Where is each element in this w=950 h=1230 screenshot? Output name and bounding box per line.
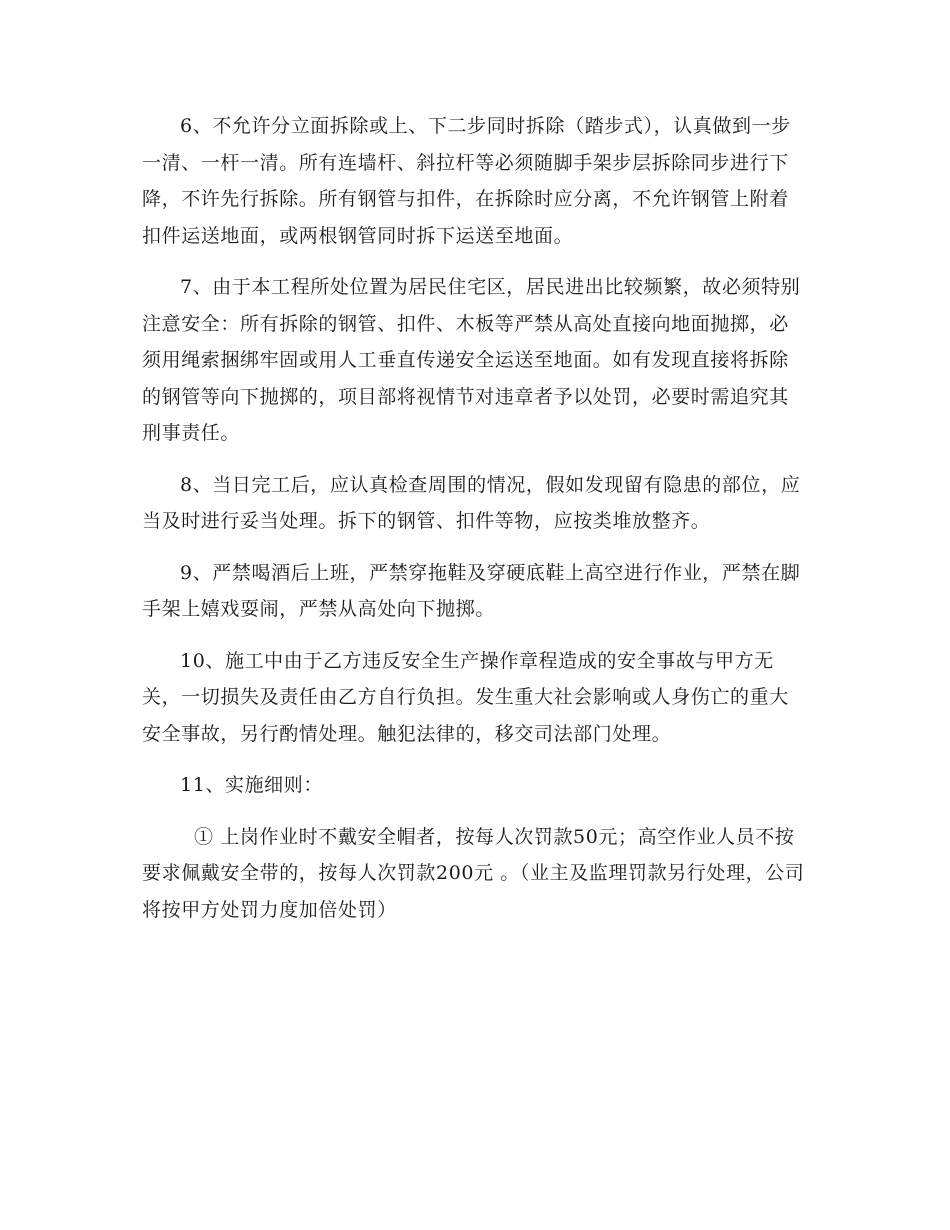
paragraph-item-7: 7、由于本工程所处位置为居民住宅区，居民进出比较频繁，故必须特别注意安全：所有拆除的钢管、扣件、木板等严禁从高处直接向地面抛掷，必须用绳索捆绑牢固或用人工垂直传递安全运送至地面。如有发现直接将拆除的钢管等向下抛掷的，项目部将视情节对违章者予以处罚，必要时需追究其刑事责任。: [142, 276, 801, 444]
paragraph-item-10: 10、施工中由于乙方违反安全生产操作章程造成的安全事故与甲方无关，一切损失及责任由乙方自行负担。发生重大社会影响或人身伤亡的重大安全事故，另行酌情处理。触犯法律的，移交司法部门处理。: [142, 649, 789, 745]
paragraph-item-9: 9、严禁喝酒后上班，严禁穿拖鞋及穿硬底鞋上高空进行作业，严禁在脚手架上嬉戏耍闹，严禁从高处向下抛掷。: [142, 561, 801, 620]
document-body: [142, 108, 807, 943]
paragraph-item-11-rule-1: ① 上岗作业时不戴安全帽者，按每人次罚款50元；高空作业人员不按要求佩戴安全带的，按每人次罚款200元 。（业主及监理罚款另行处理，公司将按甲方处罚力度加倍处罚）: [142, 825, 805, 921]
paragraph-item-8: 8、当日完工后，应认真检查周围的情况，假如发现留有隐患的部位，应当及时进行妥当处理。拆下的钢管、扣件等物，应按类堆放整齐。: [142, 473, 801, 532]
paragraph-item-6: 6、不允许分立面拆除或上、下二步同时拆除（踏步式），认真做到一步一清、一杆一清。所有连墙杆、斜拉杆等必须随脚手架步层拆除同步进行下降，不许先行拆除。所有钢管与扣件，在拆除时应分离，不允许钢管上附着扣件运送地面，或两根钢管同时拆下运送至地面。: [142, 115, 791, 247]
paragraph-item-11-heading: 11、实施细则：: [180, 774, 323, 796]
